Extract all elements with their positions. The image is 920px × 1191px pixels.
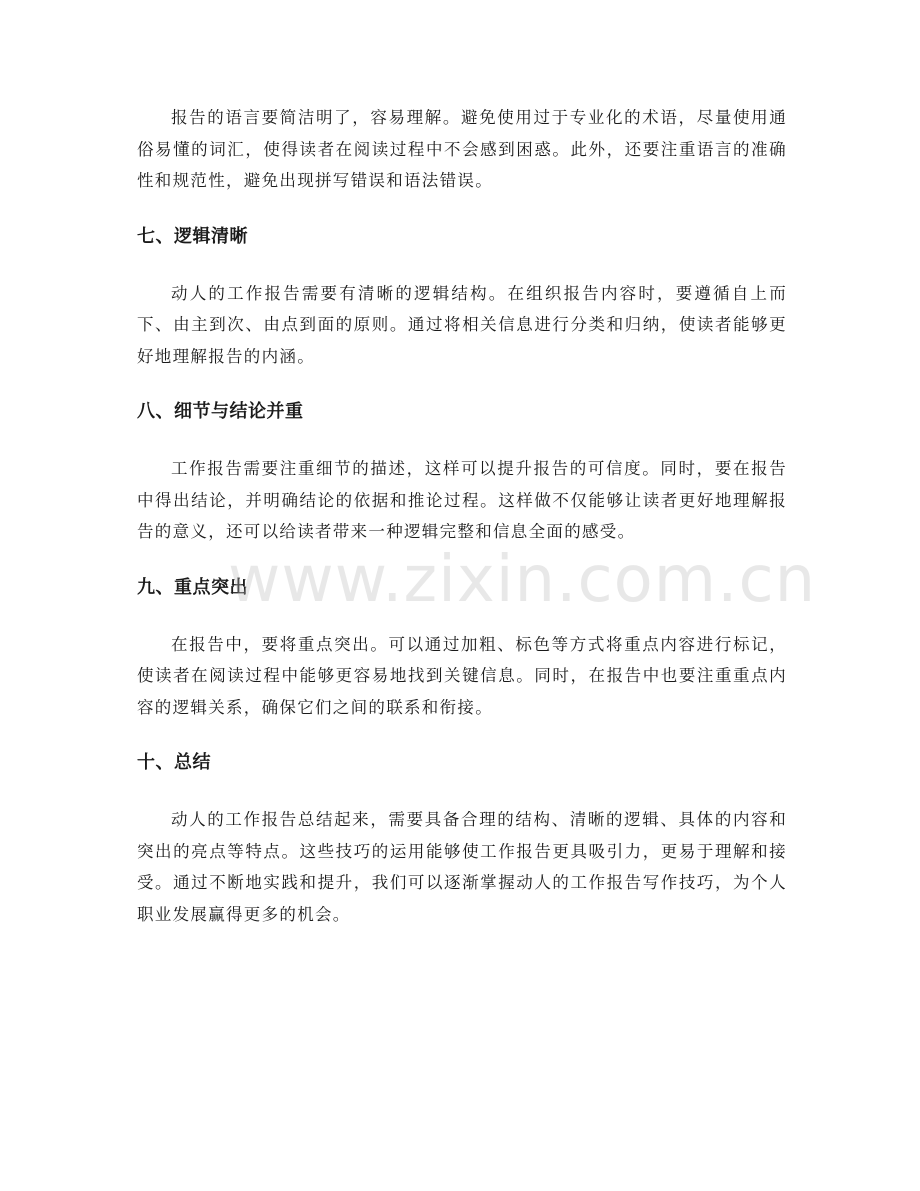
section-body-7: 动人的工作报告需要有清晰的逻辑结构。在组织报告内容时，要遵循自上而下、由主到次、由点到面的原则。通过将相关信息进行分类和归纳，使读者能够更好地理解报告的内涵。 bbox=[137, 283, 787, 366]
section-body-9: 在报告中，要将重点突出。可以通过加粗、标色等方式将重点内容进行标记，使读者在阅读过程中能够更容易地找到关键信息。同时，在报告中也要注重重点内容的逻辑关系，确保它们之间的联系和衔接。 bbox=[137, 634, 787, 717]
watermark-text: www.zixin.com.cn bbox=[228, 543, 817, 617]
section-body-10: 动人的工作报告总结起来，需要具备合理的结构、清晰的逻辑、具体的内容和突出的亮点等特点。这些技巧的运用能够使工作报告更具吸引力，更易于理解和接受。通过不断地实践和提升，我们可以逐渐掌握动人的工作报告写作技巧，为个人职业发展赢得更多的机会。 bbox=[137, 810, 787, 924]
section-heading-9: 九、重点突出 bbox=[137, 576, 248, 598]
section-heading-8: 八、细节与结论并重 bbox=[137, 401, 304, 422]
intro-paragraph: 报告的语言要简洁明了，容易理解。避免使用过于专业化的术语，尽量使用通俗易懂的词汇，使得读者在阅读过程中不会感到困惑。此外，还要注重语言的准确性和规范性，避免出现拼写错误和语法错误。 bbox=[137, 108, 787, 190]
section-body-8: 工作报告需要注重细节的描述，这样可以提升报告的可信度。同时，要在报告中得出结论，并明确结论的依据和推论过程。这样做不仅能够让读者更好地理解报告的意义，还可以给读者带来一种逻辑完整和信息全面的感受。 bbox=[137, 459, 787, 541]
section-heading-7: 七、逻辑清晰 bbox=[137, 225, 248, 247]
document-body bbox=[137, 102, 787, 930]
section-heading-10: 十、总结 bbox=[137, 752, 211, 773]
